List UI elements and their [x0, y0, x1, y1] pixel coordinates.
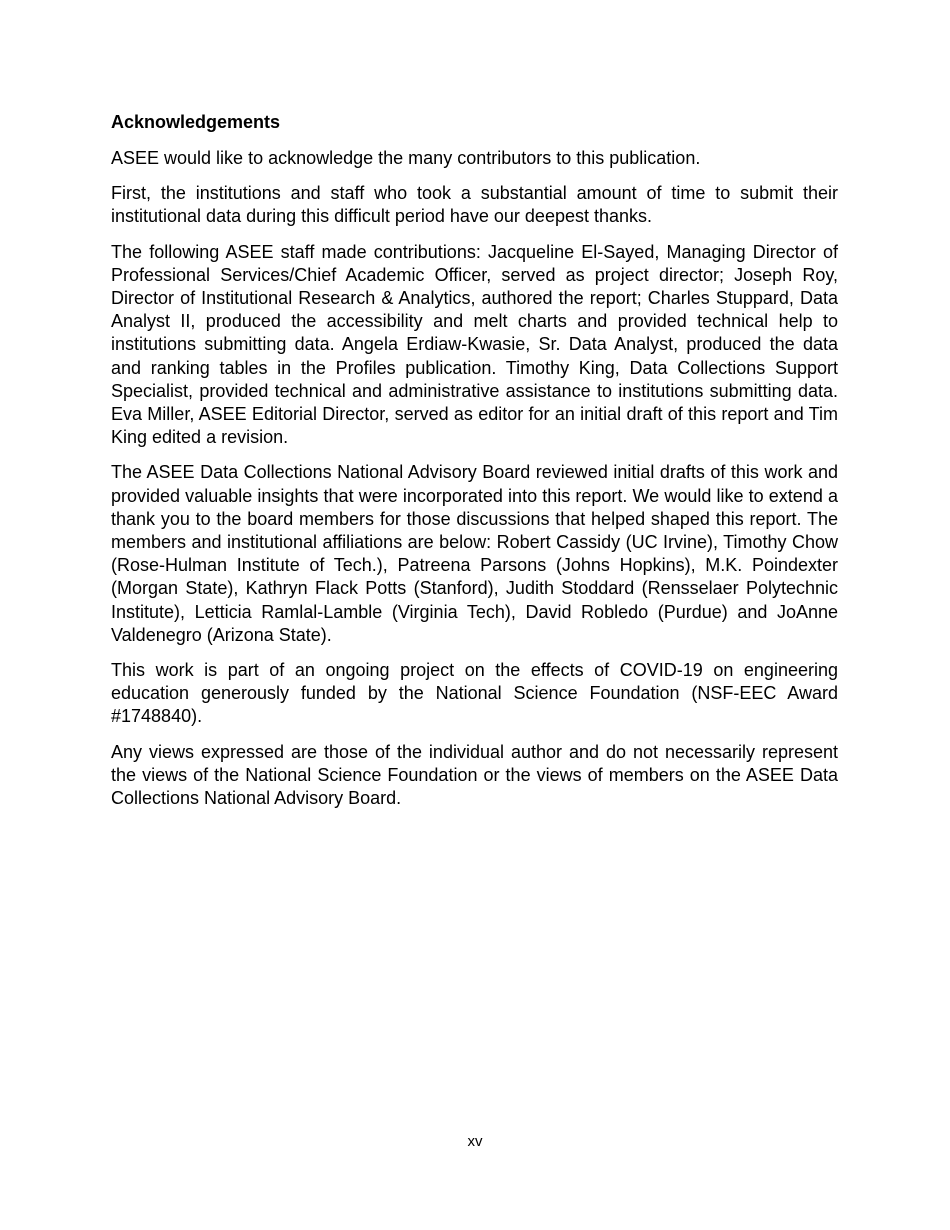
page-number: xv: [467, 1133, 483, 1150]
paragraph-institutions: First, the institutions and staff who took a substantial amount of time to submit their institutional data during this difficult period have our deepest thanks.: [111, 183, 838, 227]
paragraph-intro: ASEE would like to acknowledge the many contributors to this publication.: [111, 148, 701, 168]
paragraph-funding: This work is part of an ongoing project on the effects of COVID-19 on engineering education generously funded by the National Science Foundation (NSF-EEC Award #1748840).: [111, 660, 838, 727]
page-title: Acknowledgements: [111, 112, 281, 132]
paragraph-staff: The following ASEE staff made contributions: Jacqueline El-Sayed, Managing Director of Professional Services/Chief Academic Officer, served as project director; Joseph Roy, Director of Institutional Research & Analytics, authored the report; Charles Stuppard, Data Analyst II, produced the accessibility and melt charts and provided technical help to institutions submitting data. Angela Erdiaw-Kwasie, Sr. Data Analyst, produced the data and ranking tables in the Profiles publication. Timothy King, Data Collections Support Specialist, provided technical and administrative assistance to institutions submitting data. Eva Miller, ASEE Editorial Director, served as editor for an initial draft of this report and Tim King edited a revision.: [111, 241, 838, 448]
paragraph-disclaimer: Any views expressed are those of the individual author and do not necessarily represent the views of the National Science Foundation or the views of members on the ASEE Data Collections National Advisory Board.: [111, 741, 838, 809]
paragraph-advisory-board: The ASEE Data Collections National Advisory Board reviewed initial drafts of this work and provided valuable insights that were incorporated into this report. We would like to extend a thank you to the board members for those discussions that helped shaped this report. The members and institutional affiliations are below: Robert Cassidy (UC Irvine), Timothy Chow (Rose-Hulman Institute of Tech.), Patreena Parsons (Johns Hopkins), M.K. Poindexter (Morgan State), Kathryn Flack Potts (Stanford), Judith Stoddard (Rensselaer Polytechnic Institute), Letticia Ramlal-Lamble (Virginia Tech), David Robledo (Purdue) and JoAnne Valdenegro (Arizona State).: [111, 462, 838, 645]
document-body: [111, 111, 838, 822]
